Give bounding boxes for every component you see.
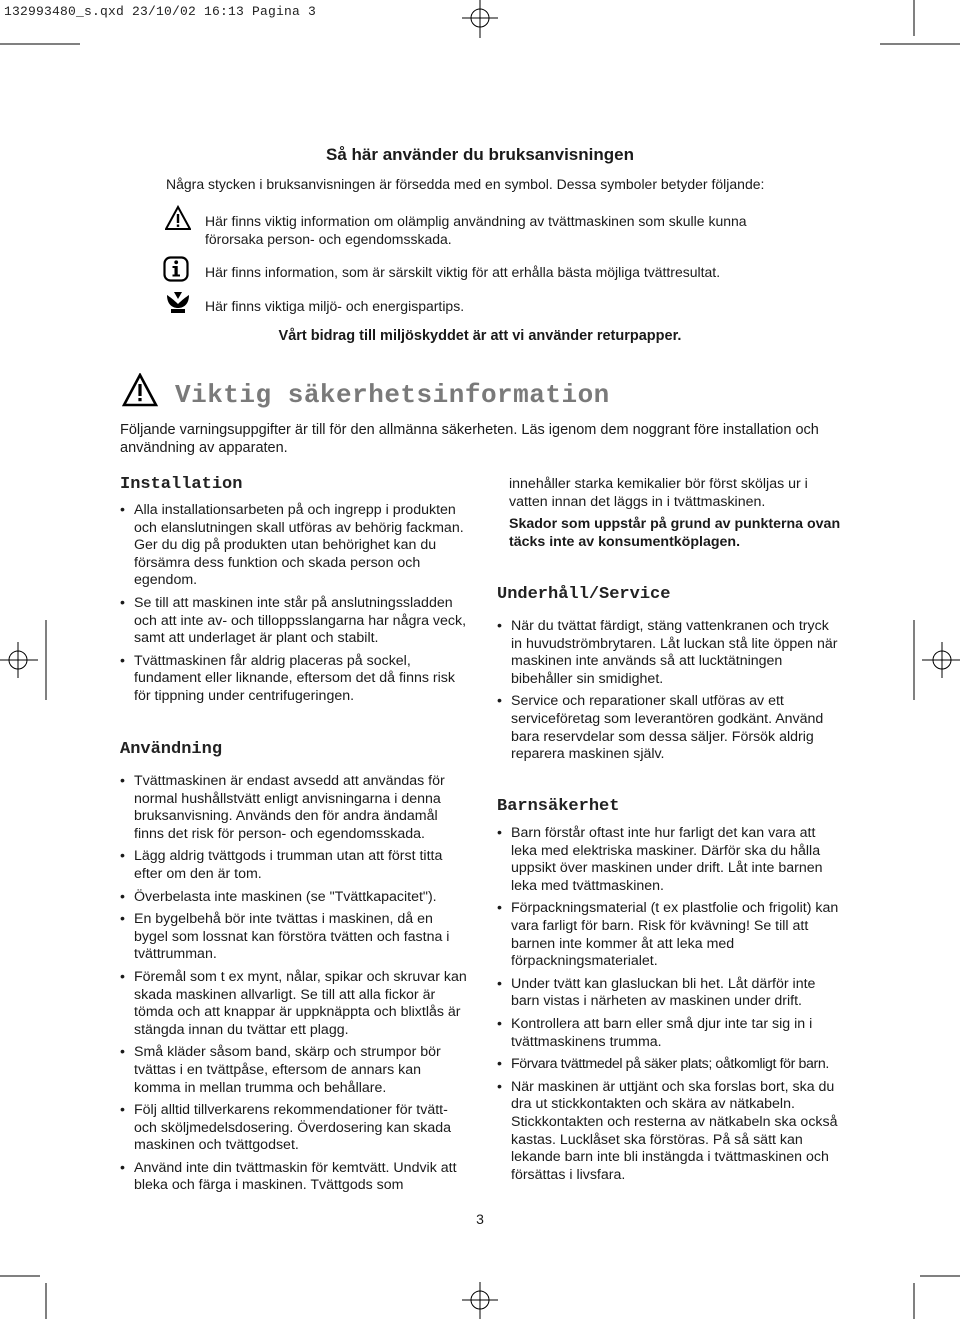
- page-number: 3: [476, 1211, 484, 1227]
- list-item: • När du tvättat färdigt, stäng vattenkranen och tryck in huvudströmbrytaren. Låt luckan stå lite öppen när maskinen inte används så att lucktätningen bibehåller sin smidighet.: [497, 618, 842, 688]
- safety-lead-line2: användning av apparaten.: [120, 440, 288, 456]
- damage-note: Skador som uppstår på grund av punkterna ovan täcks inte av konsumentköplagen.: [509, 516, 841, 550]
- file-header: 132993480_s.qxd 23/10/02 16:13 Pagina 3: [4, 4, 317, 19]
- service-heading: Underhåll/Service: [497, 585, 671, 604]
- usage-heading: Användning: [120, 740, 223, 759]
- symbols-intro: Några stycken i bruksanvisningen är försedda med en symbol. Dessa symboler betyder följande:: [166, 176, 765, 192]
- list-item: • Små kläder såsom band, skärp och strumpor bör tvättas i en tvättpåse, eftersom de annars kan komma in mellan trumma och behållare.: [120, 1044, 470, 1097]
- safety-heading: Viktig säkerhetsinformation: [175, 380, 610, 410]
- info-icon: [163, 256, 189, 282]
- list-item: • Tvättmaskinen är endast avsedd att användas för normal hushållstvätt enligt anvisningarna i denna bruksanvisning. Används den för andra ändamål finns det risk för person- och egendomsskada.: [120, 773, 470, 843]
- list-item: • Föremål som t ex mynt, nålar, spikar och skruvar kan skada maskinen allvarligt. Se till att alla fickor är tömda och att knappar är uppknäppta och blixtlås är stängda innan du tvättar ett plagg.: [120, 969, 470, 1039]
- installation-heading: Installation: [120, 475, 243, 494]
- info-symbol-text: Här finns information, som är särskilt viktig för att erhålla bästa möjliga tvättresultat.: [205, 264, 721, 280]
- warning-triangle-icon: [165, 205, 191, 231]
- safety-warning-icon: [122, 373, 158, 407]
- page-title: Så här använder du bruksanvisningen: [326, 145, 634, 164]
- child-safety-list: [497, 825, 842, 1189]
- warning-symbol-text-line2: förorsaka person- och egendomsskada.: [205, 231, 452, 247]
- list-item: • Förvara tvättmedel på säker plats; oåtkomligt för barn.: [497, 1056, 842, 1074]
- list-item: • När maskinen är uttjänt och ska forslas bort, ska du dra ut stickkontakten och skära av nätkabeln. Stickkontakten och resterna av nätkabeln ska också kastas. Lucklåset ska förstöras. På så sätt kan lekande barn inte bli instängda i tvättmaskinen och försättas i livsfara.: [497, 1079, 842, 1185]
- warning-symbol-text-line1: Här finns viktig information om olämplig användning av tvättmaskinen som skulle kunna: [205, 213, 747, 229]
- list-item: • Lägg aldrig tvättgods i trumman utan att först titta efter om den är tom.: [120, 848, 470, 883]
- list-item: • Barn förstår oftast inte hur farligt det kan vara att leka med elektriska maskiner. Därför ska du hålla uppsikt över maskinen under drift. Låt inte barnen leka med tvättmaskinen.: [497, 825, 842, 895]
- eco-leaf-icon: [165, 289, 191, 315]
- service-list: [497, 618, 842, 769]
- list-item: • Följ alltid tillverkarens rekommendationer för tvätt- och sköljmedelsdosering. Överdosering kan skada maskinen och tvättgodset.: [120, 1102, 470, 1155]
- list-item: • Tvättmaskinen får aldrig placeras på sockel, fundament eller liknande, eftersom det då finns risk för tippning under centrifugeringen.: [120, 653, 470, 706]
- safety-lead: [120, 421, 850, 457]
- recycle-note: Vårt bidrag till miljöskyddet är att vi använder returpapper.: [278, 328, 682, 344]
- list-item: • Överbelasta inte maskinen (se "Tvättkapacitet").: [120, 889, 470, 907]
- usage-list: [120, 773, 470, 1200]
- eco-symbol-text: Här finns viktiga miljö- och energispartips.: [205, 298, 465, 314]
- list-item: • Kontrollera att barn eller små djur inte tar sig in i tvättmaskinens trumma.: [497, 1016, 842, 1051]
- usage-continuation: innehåller starka kemikalier bör först sköljas ur i vatten innan det läggs in i tvättmaskinen.: [509, 476, 808, 510]
- list-item: • Se till att maskinen inte står på anslutningssladden och att inte av- och tilloppsslangarna har några veck, samt att underlaget är plant och stabilt.: [120, 595, 470, 648]
- safety-lead-line1: Följande varningsuppgifter är till för den allmänna säkerheten. Läs igenom dem noggrant före installation och: [120, 422, 819, 438]
- list-item: • Service och reparationer skall utföras av ett serviceföretag som leverantören godkänt. Använd bara reservdelar som dessa säljer. Försök aldrig reparera maskinen själv.: [497, 693, 842, 763]
- list-item: • Förpackningsmaterial (t ex plastfolie och frigolit) kan vara farligt för barn. Risk för kvävning! Se till att barnen inte kommer åt att leka med förpackningsmaterialet.: [497, 900, 842, 970]
- child-safety-heading: Barnsäkerhet: [497, 797, 620, 816]
- list-item: • Alla installationsarbeten på och ingrepp i produkten och elanslutningen skall utföras av behörig fackman. Ger du dig på produkten utan behörighet kan du försämra dess funktion och skada person och egendom.: [120, 502, 470, 590]
- installation-list: [120, 502, 470, 711]
- list-item: • En bygelbehå bör inte tvättas i maskinen, då en bygel som lossnat kan förstöra tvätten och fastna i tvättrumman.: [120, 911, 470, 964]
- list-item: • Under tvätt kan glasluckan bli het. Låt därför inte barn vistas i närheten av maskinen under drift.: [497, 976, 842, 1011]
- list-item: • Använd inte din tvättmaskin för kemtvätt. Undvik att bleka och färga i maskinen. Tvättgods som: [120, 1160, 470, 1195]
